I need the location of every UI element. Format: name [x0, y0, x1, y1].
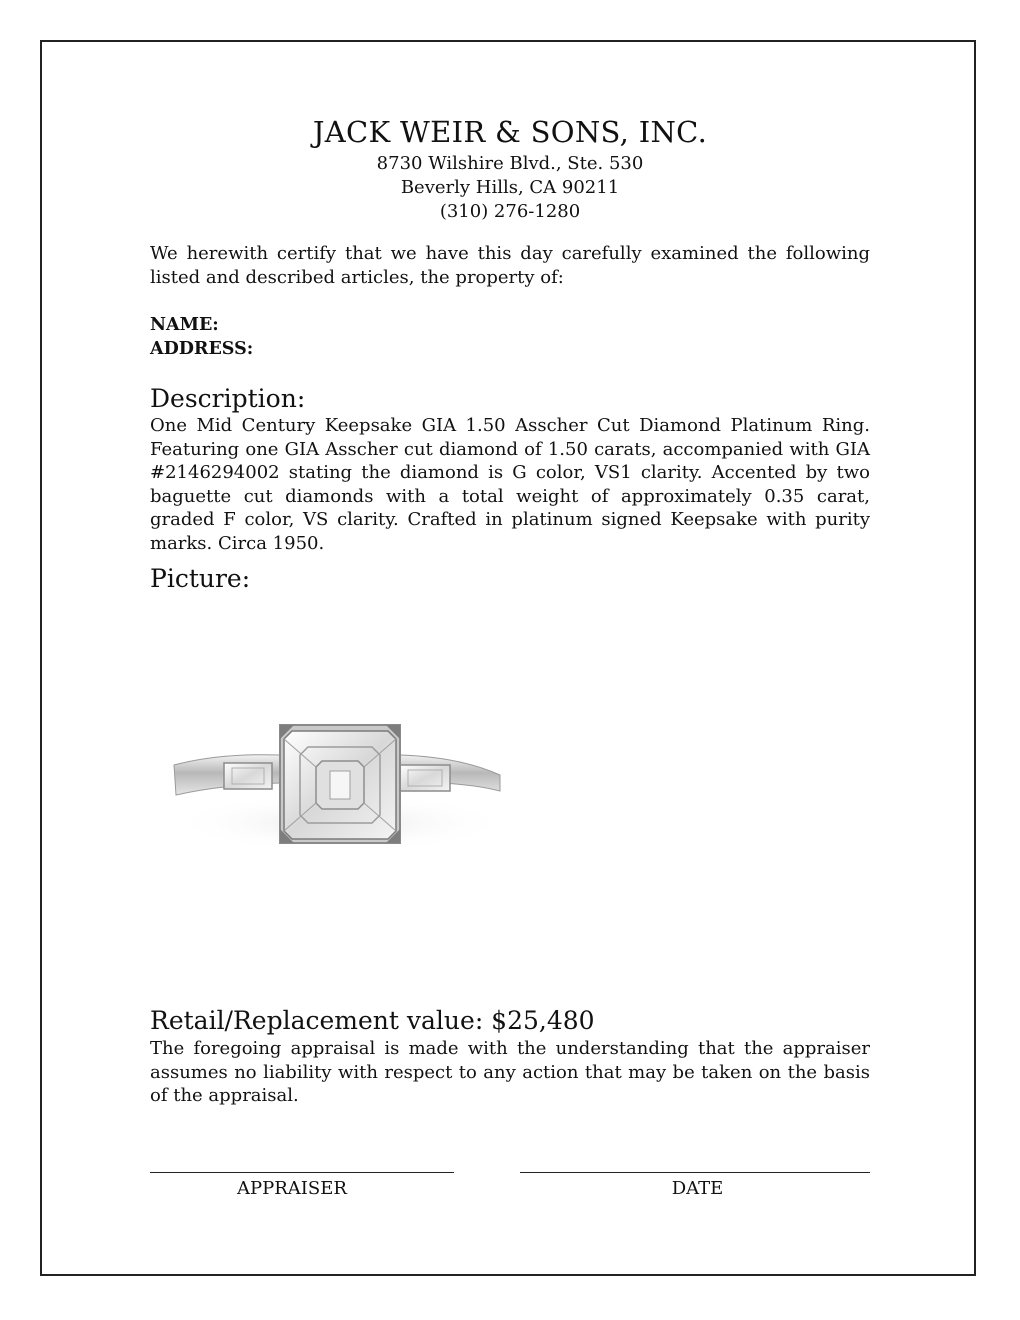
phone-number: (310) 276-1280 [439, 201, 581, 222]
date-label: DATE [671, 1178, 724, 1199]
retail-value: Retail/Replacement value: $25,480 [150, 1006, 595, 1035]
address-line-1: 8730 Wilshire Blvd., Ste. 530 [376, 153, 644, 174]
name-label: NAME: [150, 315, 219, 335]
owner-fields [150, 313, 870, 361]
address-label: ADDRESS: [150, 339, 254, 359]
letterhead [0, 112, 1020, 224]
appraiser-signature-line [150, 1172, 454, 1173]
date-signature-line [520, 1172, 870, 1173]
address-line-2: Beverly Hills, CA 90211 [400, 177, 620, 198]
disclaimer-text: The foregoing appraisal is made with the understanding that the appraiser assumes no liability with respect to any action that may be taken on the basis of the appraisal. [150, 1038, 870, 1106]
company-name: JACK WEIR & SONS, INC. [312, 115, 708, 149]
certify-paragraph: We herewith certify that we have this day carefully examined the following listed and described articles, the property of: [150, 243, 870, 288]
description-text: One Mid Century Keepsake GIA 1.50 Asscher Cut Diamond Platinum Ring. Featuring one GIA Asscher cut diamond of 1.50 carats, accompanied with GIA #2146294002 stating the diamond is G color, VS1 clarity. Accented by two baguette cut diamonds with a total weight of approximately 0.35 carat, graded F color, VS clarity. Crafted in platinum signed Keepsake with purity marks. Circa 1950. [150, 415, 870, 554]
picture-heading: Picture: [150, 564, 251, 593]
appraiser-label: APPRAISER [237, 1178, 347, 1199]
description-heading: Description: [150, 384, 306, 413]
ring-photo [160, 705, 520, 865]
